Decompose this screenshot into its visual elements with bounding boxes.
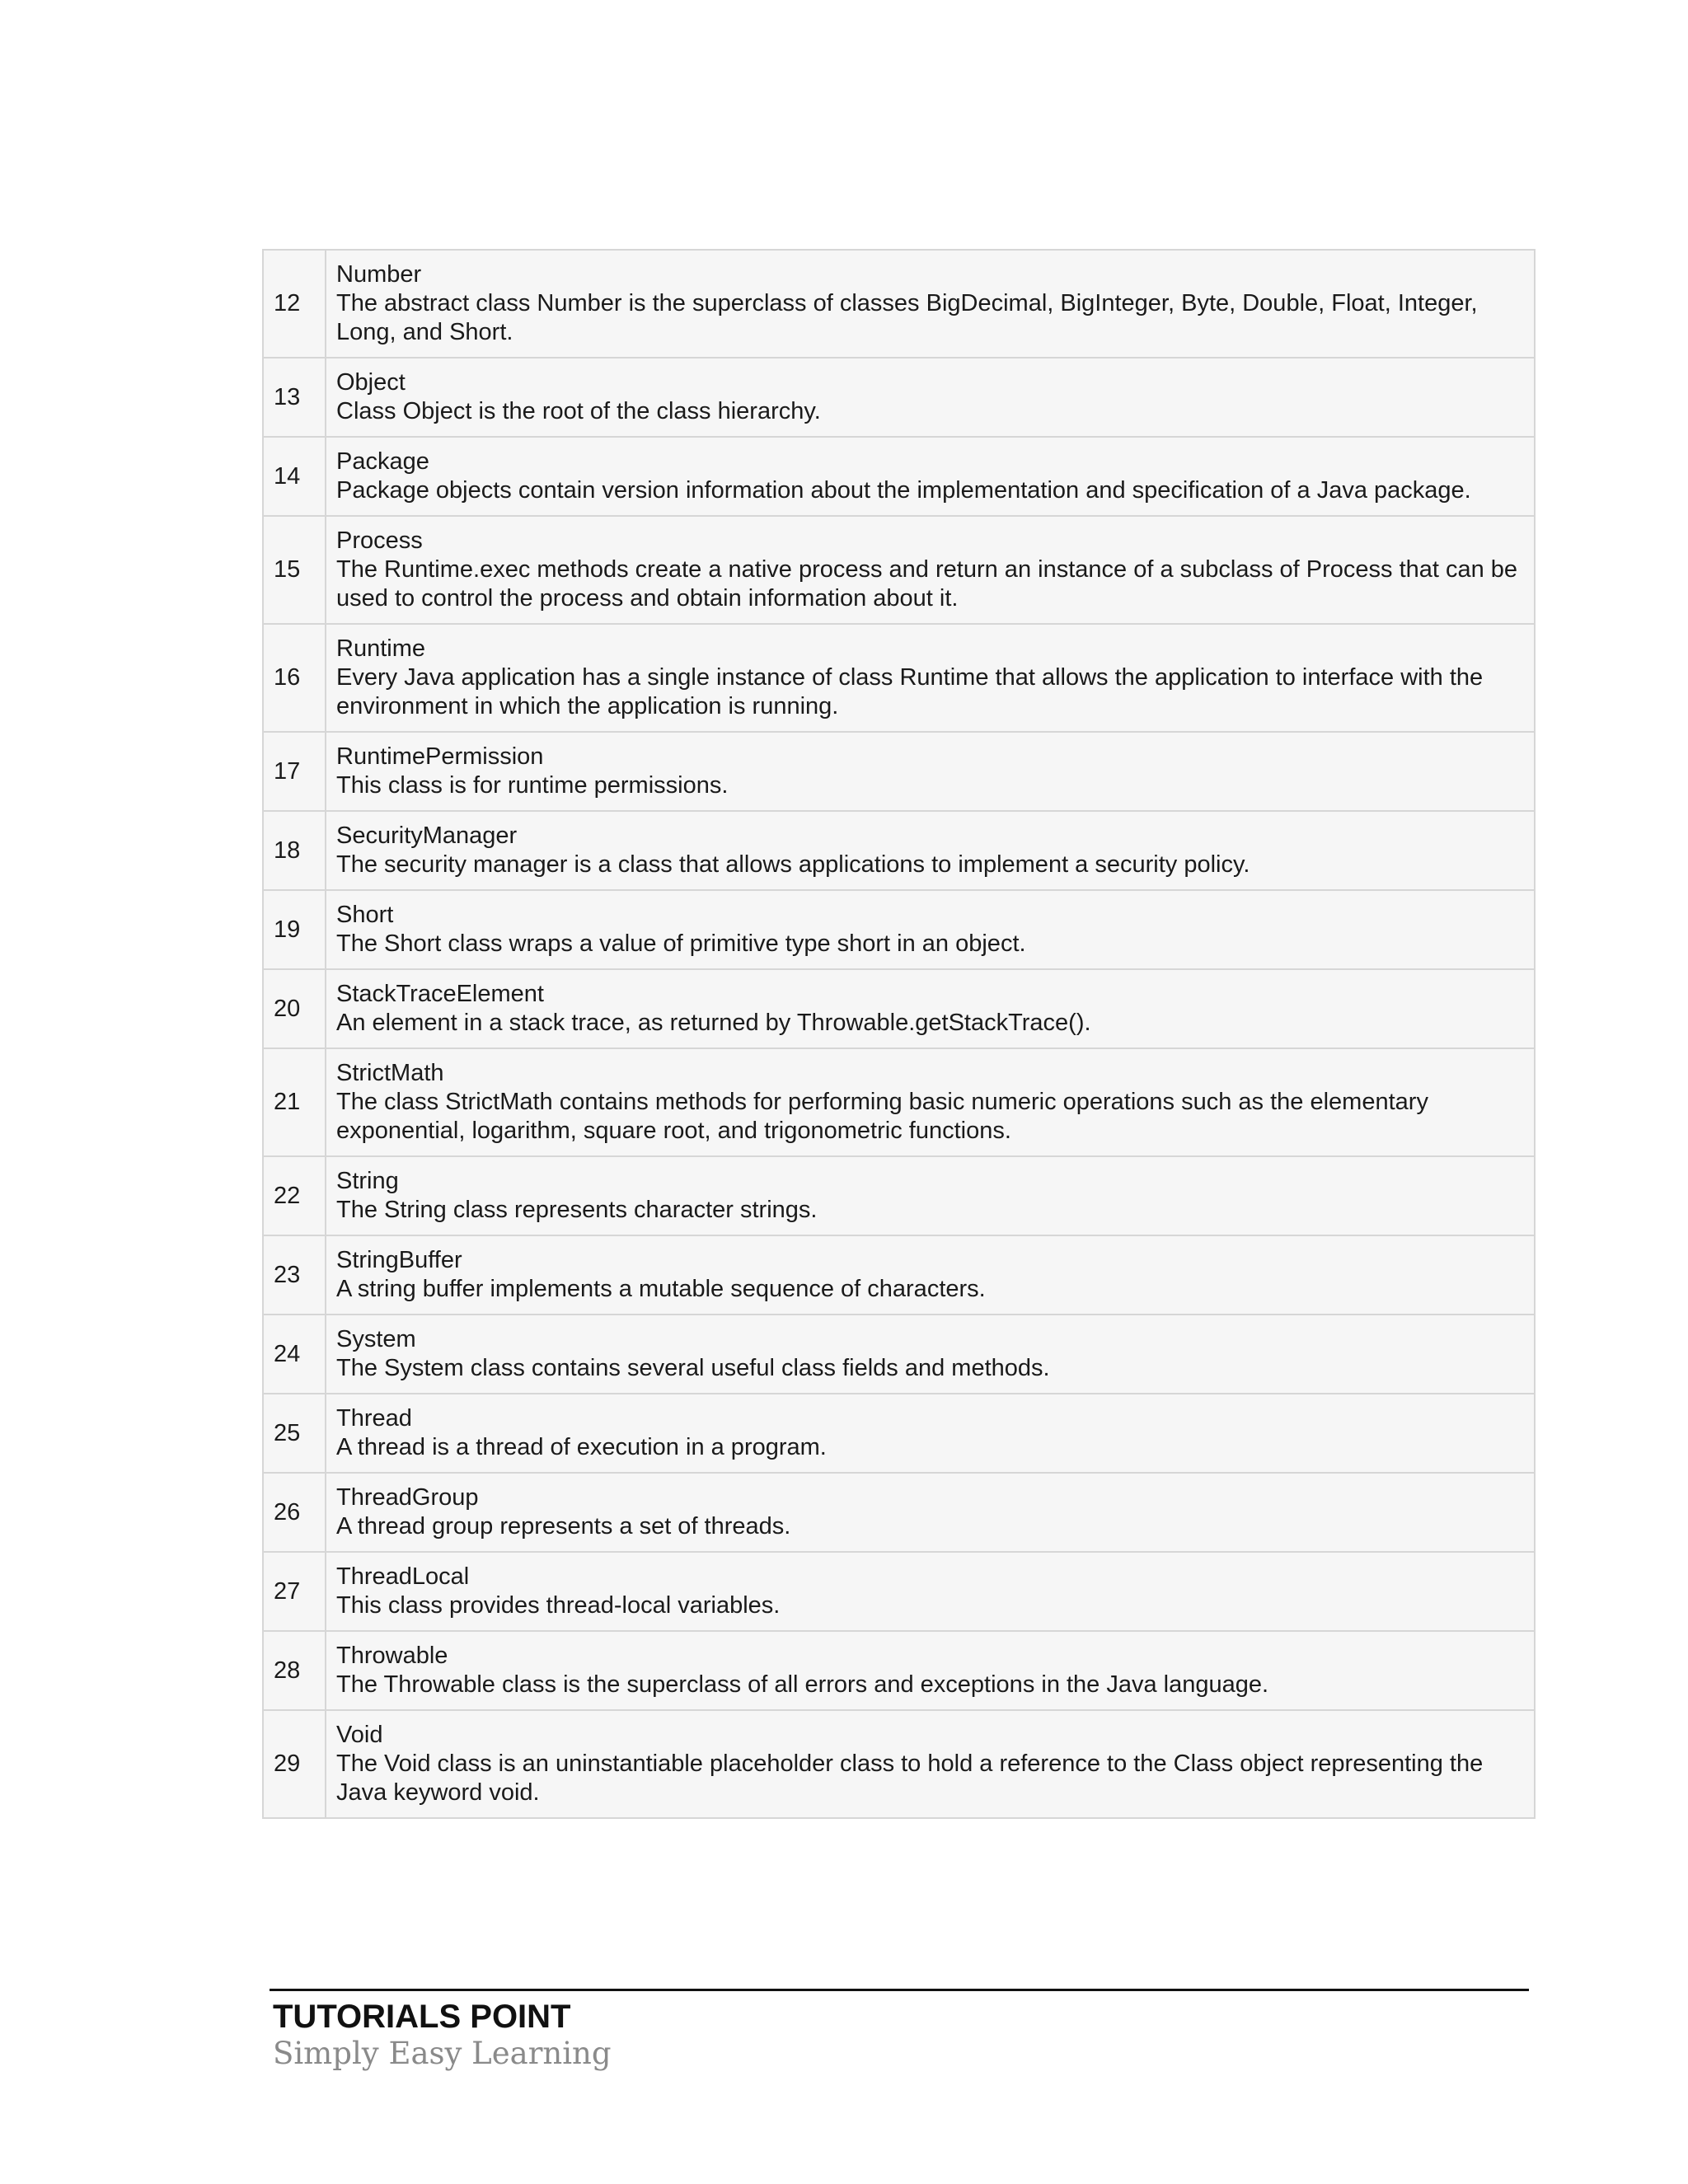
- class-name: SecurityManager: [336, 823, 518, 849]
- class-description: The String class represents character strings.: [336, 1197, 818, 1223]
- table-row: [263, 1552, 1535, 1631]
- class-name: StringBuffer: [336, 1247, 462, 1273]
- class-description: A thread is a thread of execution in a program.: [336, 1434, 827, 1460]
- table-row: [263, 1473, 1535, 1552]
- row-number: 17: [263, 732, 326, 811]
- row-number: 24: [263, 1315, 326, 1394]
- row-number: 16: [263, 624, 326, 732]
- class-description: Class Object is the root of the class hierarchy.: [336, 398, 821, 424]
- table-row: [263, 358, 1535, 437]
- class-name: Thread: [336, 1405, 412, 1432]
- class-name: Throwable: [336, 1643, 448, 1669]
- class-description: The System class contains several useful class fields and methods.: [336, 1355, 1050, 1381]
- row-description-cell: [326, 358, 1535, 437]
- class-name: Process: [336, 527, 423, 554]
- class-name: Object: [336, 369, 406, 396]
- table-row: [263, 1631, 1535, 1710]
- row-number: 25: [263, 1394, 326, 1473]
- row-number: 15: [263, 516, 326, 624]
- class-description: Package objects contain version information about the implementation and specification of a Java package.: [336, 477, 1471, 504]
- row-description-cell: [326, 1394, 1535, 1473]
- row-description-cell: [326, 624, 1535, 732]
- table-row: [263, 624, 1535, 732]
- row-number: 27: [263, 1552, 326, 1631]
- class-name: String: [336, 1168, 399, 1194]
- class-description: The security manager is a class that allows applications to implement a security policy.: [336, 851, 1250, 878]
- table-row: [263, 250, 1535, 358]
- table-row: [263, 1048, 1535, 1156]
- class-name: Short: [336, 902, 394, 928]
- class-name: Runtime: [336, 635, 425, 662]
- row-description-cell: [326, 437, 1535, 516]
- class-description: The Void class is an uninstantiable placeholder class to hold a reference to the Class object representing the Java keyword void.: [336, 1750, 1484, 1806]
- row-description-cell: [326, 516, 1535, 624]
- table-row: [263, 1156, 1535, 1235]
- class-description: The abstract class Number is the superclass of classes BigDecimal, BigInteger, Byte, Double, Float, Integer, Long, and Short.: [336, 290, 1478, 345]
- class-description: Every Java application has a single instance of class Runtime that allows the application to interface with the environment in which the application is running.: [336, 664, 1484, 719]
- class-description: The Runtime.exec methods create a native process and return an instance of a subclass of Process that can be used to control the process and obtain information about it.: [336, 556, 1518, 612]
- row-number: 22: [263, 1156, 326, 1235]
- row-description-cell: [326, 969, 1535, 1048]
- class-name: RuntimePermission: [336, 743, 544, 770]
- class-name: ThreadLocal: [336, 1563, 470, 1590]
- row-description-cell: [326, 1235, 1535, 1315]
- table-row: [263, 969, 1535, 1048]
- row-number: 19: [263, 890, 326, 969]
- row-description-cell: [326, 1048, 1535, 1156]
- table-row: [263, 437, 1535, 516]
- class-name: StrictMath: [336, 1060, 444, 1086]
- row-number: 26: [263, 1473, 326, 1552]
- row-number: 13: [263, 358, 326, 437]
- row-description-cell: [326, 1710, 1535, 1818]
- class-table: [262, 249, 1536, 1819]
- class-table-body: [263, 250, 1535, 1818]
- row-number: 23: [263, 1235, 326, 1315]
- class-name: System: [336, 1326, 416, 1352]
- row-description-cell: [326, 1473, 1535, 1552]
- class-description: A string buffer implements a mutable sequence of characters.: [336, 1276, 986, 1302]
- row-number: 29: [263, 1710, 326, 1818]
- footer-rule: [270, 1989, 1529, 1991]
- table-row: [263, 890, 1535, 969]
- row-description-cell: [326, 1156, 1535, 1235]
- table-row: [263, 516, 1535, 624]
- class-name: Void: [336, 1722, 383, 1748]
- class-description: The Throwable class is the superclass of all errors and exceptions in the Java language.: [336, 1671, 1269, 1698]
- table-row: [263, 1315, 1535, 1394]
- class-description: The Short class wraps a value of primitive type short in an object.: [336, 930, 1026, 957]
- row-number: 21: [263, 1048, 326, 1156]
- class-description: The class StrictMath contains methods for performing basic numeric operations such as the elementary exponential, logarithm, square root, and trigonometric functions.: [336, 1089, 1428, 1144]
- footer-tagline: Simply Easy Learning: [273, 2036, 612, 2071]
- footer-brand: TUTORIALS POINT: [273, 1999, 571, 2035]
- class-description: A thread group represents a set of threads.: [336, 1513, 791, 1540]
- row-number: 18: [263, 811, 326, 890]
- row-description-cell: [326, 250, 1535, 358]
- row-description-cell: [326, 1631, 1535, 1710]
- class-description: An element in a stack trace, as returned by Throwable.getStackTrace().: [336, 1010, 1091, 1036]
- table-row: [263, 732, 1535, 811]
- row-number: 14: [263, 437, 326, 516]
- class-name: Number: [336, 261, 422, 288]
- table-row: [263, 811, 1535, 890]
- class-description: This class provides thread-local variables.: [336, 1592, 781, 1619]
- table-row: [263, 1710, 1535, 1818]
- class-name: Package: [336, 448, 429, 475]
- row-description-cell: [326, 1552, 1535, 1631]
- row-number: 28: [263, 1631, 326, 1710]
- class-name: ThreadGroup: [336, 1484, 479, 1511]
- row-number: 12: [263, 250, 326, 358]
- class-name: StackTraceElement: [336, 981, 544, 1007]
- row-description-cell: [326, 1315, 1535, 1394]
- class-description: This class is for runtime permissions.: [336, 772, 729, 799]
- table-row: [263, 1394, 1535, 1473]
- table-row: [263, 1235, 1535, 1315]
- row-number: 20: [263, 969, 326, 1048]
- row-description-cell: [326, 811, 1535, 890]
- row-description-cell: [326, 890, 1535, 969]
- row-description-cell: [326, 732, 1535, 811]
